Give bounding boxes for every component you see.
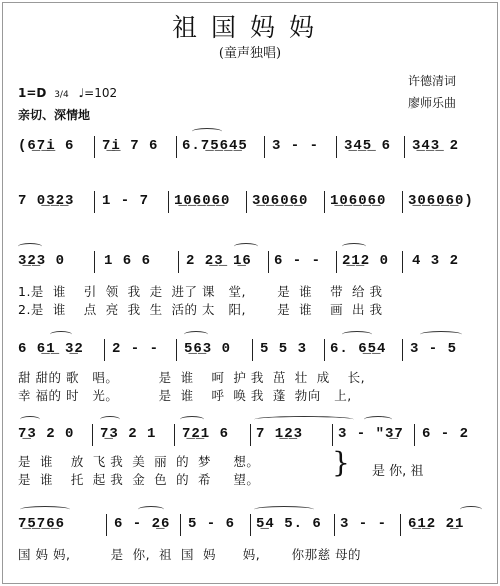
barline (92, 424, 93, 446)
measure: 1 6 6 (104, 253, 152, 269)
slur (20, 506, 70, 513)
staff-system-4 (18, 341, 486, 361)
time-signature: 3/4 (54, 90, 69, 100)
slur (420, 331, 462, 338)
lyric-line-verse-2: 2.是 谁 点 亮 我 生 活的 太 阳, 是 谁 画 出 我 (18, 302, 383, 317)
measure: (6̲7̲i̲ 6 (18, 138, 75, 154)
song-title: 祖国妈妈 (171, 13, 328, 42)
barline (94, 251, 95, 273)
barline (402, 191, 403, 213)
measure: 2 2̲3̲ 1̲6 (186, 253, 252, 269)
measure: 1 - 7 (102, 193, 150, 209)
barline (250, 514, 251, 536)
measure: 3 - ʺ3̲7 (338, 426, 404, 442)
verse-brace: } (332, 446, 350, 479)
key-signature (18, 86, 117, 100)
lyricist-credit: 许德清词 (408, 74, 457, 88)
expression-mark: 亲切、深情地 (18, 108, 91, 122)
staff-system-5 (18, 426, 486, 446)
lyric-line-verse-2: 幸 福的 时 光。 是 谁 呼 唤 我 蓬 勃向 上, (18, 388, 352, 403)
slur (254, 506, 314, 513)
measure: 3̲4̲5̲ 6 (344, 138, 392, 154)
measure: 6. 6̲5̲4 (330, 341, 387, 357)
barline (324, 339, 325, 361)
barline (176, 136, 177, 158)
key-label: 1=D (18, 86, 47, 100)
measure: 7̲5̲7̲6̲6 (18, 516, 66, 532)
staff-system-6 (18, 516, 486, 536)
measure: 7̲3 2 0 (18, 426, 75, 442)
barline (250, 424, 251, 446)
lyric-line-verse-1: 甜 甜的 歌 唱。 是 谁 呵 护 我 茁 壮 成 长, (18, 370, 366, 385)
slur (254, 416, 354, 423)
barline (246, 191, 247, 213)
slur (100, 416, 120, 423)
barline (94, 136, 95, 158)
slur (180, 416, 204, 423)
barline (324, 191, 325, 213)
measure: 4 3 2 (412, 253, 460, 269)
measure: 7̲i̲ 7 6 (102, 138, 159, 154)
barline (402, 339, 403, 361)
barline (104, 339, 105, 361)
measure: 3̲0̲6̲0̲6̲0) (408, 193, 474, 209)
measure: 3 - 5 (410, 341, 458, 357)
lyric-line-verse-1: 1.是 谁 引 领 我 走 进了 课 堂, 是 谁 带 给 我 (18, 284, 383, 299)
measure: 6.7̲5̲6̲4̲5 (182, 138, 248, 154)
barline (334, 514, 335, 536)
measure: 2 - - (112, 341, 160, 357)
barline (336, 251, 337, 273)
barline (264, 136, 265, 158)
lyric-line-verse-1: 是 谁 放 飞 我 美 丽 的 梦 想。 (18, 454, 260, 469)
staff-system-2 (18, 193, 486, 213)
slur (364, 416, 392, 423)
barline (404, 136, 405, 158)
slur (342, 331, 372, 338)
slur (342, 243, 366, 250)
barline (178, 251, 179, 273)
barline (94, 191, 95, 213)
tempo-mark: ♩=102 (78, 86, 118, 100)
slur (18, 243, 42, 250)
measure: 3 - - (272, 138, 320, 154)
barline (332, 424, 333, 446)
barline (402, 251, 403, 273)
measure: 5̲4 5. 6 (256, 516, 322, 532)
barline (106, 514, 107, 536)
barline (268, 251, 269, 273)
measure: 6 6̲1̲ 3̲2 (18, 341, 84, 357)
measure: 1̲0̲6̲0̲6̲0 (330, 193, 387, 209)
song-subtitle: (童声独唱) (218, 46, 282, 61)
slur (460, 506, 482, 513)
barline (180, 514, 181, 536)
slur (50, 331, 72, 338)
barline (168, 191, 169, 213)
measure: 3̲2̲3 0 (18, 253, 66, 269)
measure: 3̲0̲6̲0̲6̲0 (252, 193, 309, 209)
staff-system-3 (18, 253, 486, 273)
composer-credit: 廖师乐曲 (408, 96, 457, 110)
slur (184, 331, 208, 338)
slur (138, 506, 164, 513)
measure: 3̲4̲3̲ 2 (412, 138, 460, 154)
measure: 5 5 3 (260, 341, 308, 357)
slur (20, 416, 40, 423)
measure: 6 - - (274, 253, 322, 269)
measure: 1̲0̲6̲0̲6̲0 (174, 193, 231, 209)
measure: 7̲3 2 1 (100, 426, 157, 442)
slur (234, 243, 258, 250)
staff-system-1 (18, 138, 486, 158)
measure: 6̲1̲2 2̲1 (408, 516, 465, 532)
measure: 7 0̲3̲2̲3 (18, 193, 75, 209)
measure: 5 - 6 (188, 516, 236, 532)
barline (252, 339, 253, 361)
barline (414, 424, 415, 446)
barline (336, 136, 337, 158)
measure: 6 - 2 (422, 426, 470, 442)
barline (400, 514, 401, 536)
measure: 3 - - (340, 516, 388, 532)
barline (176, 339, 177, 361)
lyric-line-verse-2: 是 谁 托 起 我 金 色 的 希 望。 (18, 472, 260, 487)
shared-lyric: 是 你, 祖 (372, 464, 424, 479)
measure: 5̲6̲3 0 (184, 341, 232, 357)
measure: 6 - 2̲6 (114, 516, 171, 532)
slur (192, 128, 222, 135)
lyric-line-verse-1: 国 妈 妈, 是 你, 祖 国 妈 妈, 你那慈 母的 (18, 547, 362, 562)
measure: 7 1̲2̲3 (256, 426, 304, 442)
measure: 2̲1̲2 0 (342, 253, 390, 269)
measure: 7̲2̲1 6 (182, 426, 230, 442)
barline (174, 424, 175, 446)
